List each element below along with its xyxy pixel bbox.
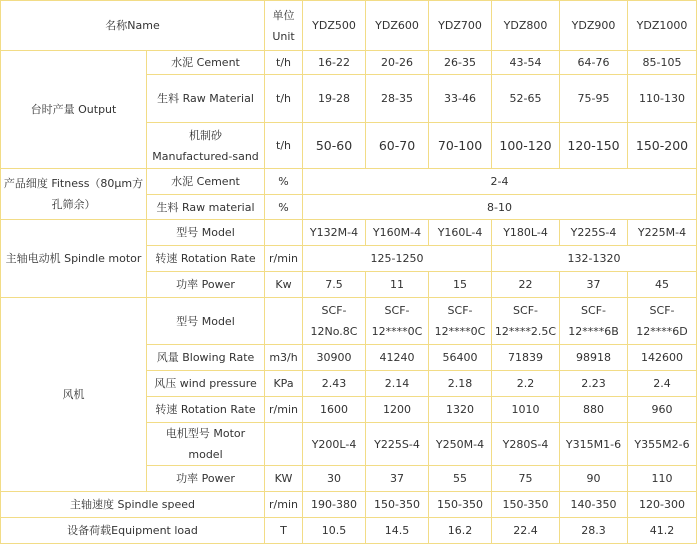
cell: 16.2 — [429, 518, 492, 544]
row-label: 水泥 Cement — [147, 51, 265, 75]
cell: 132-1320 — [492, 246, 697, 272]
row-unit: t/h — [265, 123, 303, 169]
cell: Y200L-4 — [303, 423, 366, 466]
cell: Y355M2-6 — [628, 423, 697, 466]
row-label: 机制砂 Manufactured-sand — [147, 123, 265, 169]
row-unit: % — [265, 169, 303, 195]
cell: 100-120 — [492, 123, 560, 169]
cell: 880 — [560, 397, 628, 423]
cell: 50-60 — [303, 123, 366, 169]
cell: Y160L-4 — [429, 220, 492, 246]
cell: 41240 — [366, 345, 429, 371]
cell: 2-4 — [303, 169, 697, 195]
group-fan: 风机 — [1, 298, 147, 492]
model-name: YDZ500 — [303, 1, 366, 51]
table-row — [1, 298, 697, 345]
model-name: YDZ700 — [429, 1, 492, 51]
cell: 43-54 — [492, 51, 560, 75]
cell: SCF-12****6D — [628, 298, 697, 345]
row-unit: % — [265, 195, 303, 220]
cell: 14.5 — [366, 518, 429, 544]
cell: 22 — [492, 272, 560, 298]
cell: 110 — [628, 466, 697, 492]
cell: 2.4 — [628, 371, 697, 397]
row-unit: KW — [265, 466, 303, 492]
cell: 2.18 — [429, 371, 492, 397]
row-label: 水泥 Cement — [147, 169, 265, 195]
cell: SCF-12No.8C — [303, 298, 366, 345]
cell: 19-28 — [303, 75, 366, 123]
cell: Y225S-4 — [366, 423, 429, 466]
model-name: YDZ600 — [366, 1, 429, 51]
cell: Y250M-4 — [429, 423, 492, 466]
table-row — [1, 518, 697, 544]
cell: 64-76 — [560, 51, 628, 75]
cell: SCF-12****0C — [366, 298, 429, 345]
header-name: 名称Name — [1, 1, 265, 51]
row-label: 风压 wind pressure — [147, 371, 265, 397]
row-unit: m3/h — [265, 345, 303, 371]
cell: 70-100 — [429, 123, 492, 169]
row-unit: t/h — [265, 75, 303, 123]
cell: 75-95 — [560, 75, 628, 123]
cell: 75 — [492, 466, 560, 492]
row-label: 型号 Model — [147, 298, 265, 345]
cell: 8-10 — [303, 195, 697, 220]
row-label: 转速 Rotation Rate — [147, 246, 265, 272]
cell: Y180L-4 — [492, 220, 560, 246]
cell: 1200 — [366, 397, 429, 423]
cell: 37 — [366, 466, 429, 492]
cell: 52-65 — [492, 75, 560, 123]
cell: 28-35 — [366, 75, 429, 123]
model-name: YDZ800 — [492, 1, 560, 51]
cell: 71839 — [492, 345, 560, 371]
table-row — [1, 220, 697, 246]
cell: 150-350 — [366, 492, 429, 518]
cell: SCF-12****0C — [429, 298, 492, 345]
cell: 1010 — [492, 397, 560, 423]
row-unit — [265, 298, 303, 345]
group-output: 台时产量 Output — [1, 51, 147, 169]
cell: 120-300 — [628, 492, 697, 518]
cell: 2.23 — [560, 371, 628, 397]
header-unit: 单位 Unit — [265, 1, 303, 51]
row-label: 生料 Raw material — [147, 195, 265, 220]
header-row — [1, 1, 697, 51]
cell: Y280S-4 — [492, 423, 560, 466]
model-name: YDZ1000 — [628, 1, 697, 51]
row-label: 型号 Model — [147, 220, 265, 246]
cell: 16-22 — [303, 51, 366, 75]
cell: Y132M-4 — [303, 220, 366, 246]
row-unit — [265, 220, 303, 246]
cell: 15 — [429, 272, 492, 298]
cell: 45 — [628, 272, 697, 298]
cell: 30 — [303, 466, 366, 492]
cell: SCF-12****6B — [560, 298, 628, 345]
row-label: 主轴速度 Spindle speed — [1, 492, 265, 518]
row-label: 转速 Rotation Rate — [147, 397, 265, 423]
cell: 33-46 — [429, 75, 492, 123]
group-fitness: 产品细度 Fitness（80μm方孔筛余） — [1, 169, 147, 220]
cell: 1600 — [303, 397, 366, 423]
cell: Y225S-4 — [560, 220, 628, 246]
cell: 7.5 — [303, 272, 366, 298]
group-spindle-motor: 主轴电动机 Spindle motor — [1, 220, 147, 298]
cell: 110-130 — [628, 75, 697, 123]
row-label: 设备荷载Equipment load — [1, 518, 265, 544]
cell: 1320 — [429, 397, 492, 423]
cell: 150-200 — [628, 123, 697, 169]
cell: 10.5 — [303, 518, 366, 544]
cell: 26-35 — [429, 51, 492, 75]
row-unit: Kw — [265, 272, 303, 298]
row-label: 功率 Power — [147, 272, 265, 298]
cell: 90 — [560, 466, 628, 492]
cell: 150-350 — [429, 492, 492, 518]
cell: 142600 — [628, 345, 697, 371]
row-label: 生料 Raw Material — [147, 75, 265, 123]
cell: 150-350 — [492, 492, 560, 518]
cell: 2.43 — [303, 371, 366, 397]
row-unit: t/h — [265, 51, 303, 75]
cell: Y160M-4 — [366, 220, 429, 246]
cell: 22.4 — [492, 518, 560, 544]
row-unit: T — [265, 518, 303, 544]
row-label: 风量 Blowing Rate — [147, 345, 265, 371]
cell: 190-380 — [303, 492, 366, 518]
row-label: 电机型号 Motor model — [147, 423, 265, 466]
cell: 98918 — [560, 345, 628, 371]
cell: 60-70 — [366, 123, 429, 169]
row-label: 功率 Power — [147, 466, 265, 492]
cell: Y225M-4 — [628, 220, 697, 246]
row-unit — [265, 423, 303, 466]
cell: 30900 — [303, 345, 366, 371]
cell: 140-350 — [560, 492, 628, 518]
cell: Y315M1-6 — [560, 423, 628, 466]
cell: 37 — [560, 272, 628, 298]
row-unit: r/min — [265, 246, 303, 272]
cell: 20-26 — [366, 51, 429, 75]
cell: 120-150 — [560, 123, 628, 169]
cell: 55 — [429, 466, 492, 492]
table-row — [1, 169, 697, 195]
row-unit: r/min — [265, 492, 303, 518]
cell: 125-1250 — [303, 246, 492, 272]
cell: 41.2 — [628, 518, 697, 544]
cell: 960 — [628, 397, 697, 423]
cell: 28.3 — [560, 518, 628, 544]
cell: 11 — [366, 272, 429, 298]
model-name: YDZ900 — [560, 1, 628, 51]
row-unit: KPa — [265, 371, 303, 397]
row-unit: r/min — [265, 397, 303, 423]
cell: 56400 — [429, 345, 492, 371]
table-row — [1, 492, 697, 518]
cell: 85-105 — [628, 51, 697, 75]
cell: 2.14 — [366, 371, 429, 397]
table-row — [1, 51, 697, 75]
cell: 2.2 — [492, 371, 560, 397]
cell: SCF-12****2.5C — [492, 298, 560, 345]
